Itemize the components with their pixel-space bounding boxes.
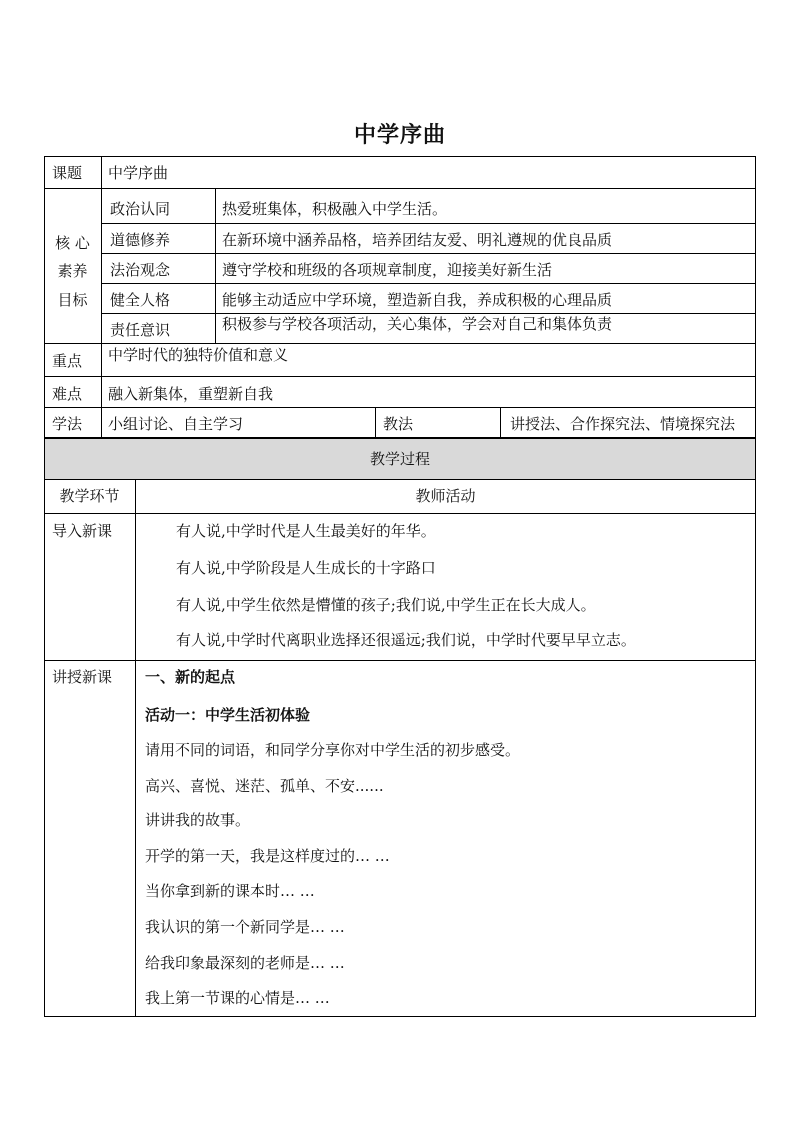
teaching-method-label: 教法: [383, 415, 414, 433]
intro-stage-label: 导入新课: [52, 522, 113, 540]
lecture-line: 高兴、喜悦、迷茫、孤单、不安......: [145, 777, 384, 795]
goal-name: 政治认同: [110, 200, 171, 218]
lecture-stage-label: 讲授新课: [52, 668, 113, 686]
topic-label: 课题: [52, 164, 83, 182]
topic-value: 中学序曲: [108, 164, 169, 182]
key-point-value: 中学时代的独特价值和意义: [108, 346, 289, 364]
intro-line: 有人说,中学生依然是懵懂的孩子;我们说,中学生正在长大成人。: [176, 596, 596, 614]
core-goals-label-line: 目标: [57, 291, 88, 309]
lecture-heading: 一、新的起点: [145, 668, 236, 686]
lecture-line: 开学的第一天，我是这样度过的… …: [145, 847, 390, 865]
intro-line: 有人说,中学时代离职业选择还很遥远;我们说，中学时代要早早立志。: [176, 631, 636, 649]
goal-name: 法治观念: [110, 261, 171, 279]
lecture-line: 请用不同的词语，和同学分享你对中学生活的初步感受。: [145, 741, 521, 759]
col-stage-header: 教学环节: [59, 487, 120, 505]
difficulty-value: 融入新集体，重塑新自我: [108, 385, 274, 403]
goal-name: 责任意识: [110, 321, 171, 339]
goal-name: 健全人格: [110, 291, 171, 309]
goal-desc: 热爱班集体，积极融入中学生活。: [222, 200, 448, 218]
intro-line: 有人说,中学阶段是人生成长的十字路口: [176, 559, 436, 577]
core-goals-label-line: 素养: [57, 262, 88, 280]
activity-heading: 活动一：中学生活初体验: [145, 706, 311, 724]
goal-name: 道德修养: [110, 231, 171, 249]
lecture-line: 当你拿到新的课本时… …: [145, 882, 315, 900]
goal-desc: 能够主动适应中学环境，塑造新自我，养成积极的心理品质: [222, 291, 613, 309]
learning-method-label: 学法: [52, 415, 83, 433]
goal-desc: 遵守学校和班级的各项规章制度，迎接美好新生活: [222, 261, 553, 279]
core-goals-label-line: 核 心: [55, 234, 90, 252]
lecture-line: 讲讲我的故事。: [145, 811, 251, 829]
goal-desc: 积极参与学校各项活动，关心集体，学会对自己和集体负责: [222, 315, 613, 333]
process-header: 教学过程: [369, 450, 430, 468]
teaching-method-value: 讲授法、合作探究法、情境探究法: [510, 415, 736, 433]
difficulty-label: 难点: [52, 385, 83, 403]
col-activity-header: 教师活动: [415, 487, 476, 505]
page-title: 中学序曲: [353, 123, 446, 148]
lecture-line: 给我印象最深刻的老师是… …: [145, 954, 345, 972]
learning-method-value: 小组讨论、自主学习: [108, 415, 244, 433]
lecture-line: 我上第一节课的心情是… …: [145, 989, 330, 1007]
lecture-line: 我认识的第一个新同学是… …: [145, 918, 345, 936]
key-point-label: 重点: [52, 352, 83, 370]
goal-desc: 在新环境中涵养品格，培养团结友爱、明礼遵规的优良品质: [222, 231, 613, 249]
intro-line: 有人说,中学时代是人生最美好的年华。: [176, 522, 436, 540]
